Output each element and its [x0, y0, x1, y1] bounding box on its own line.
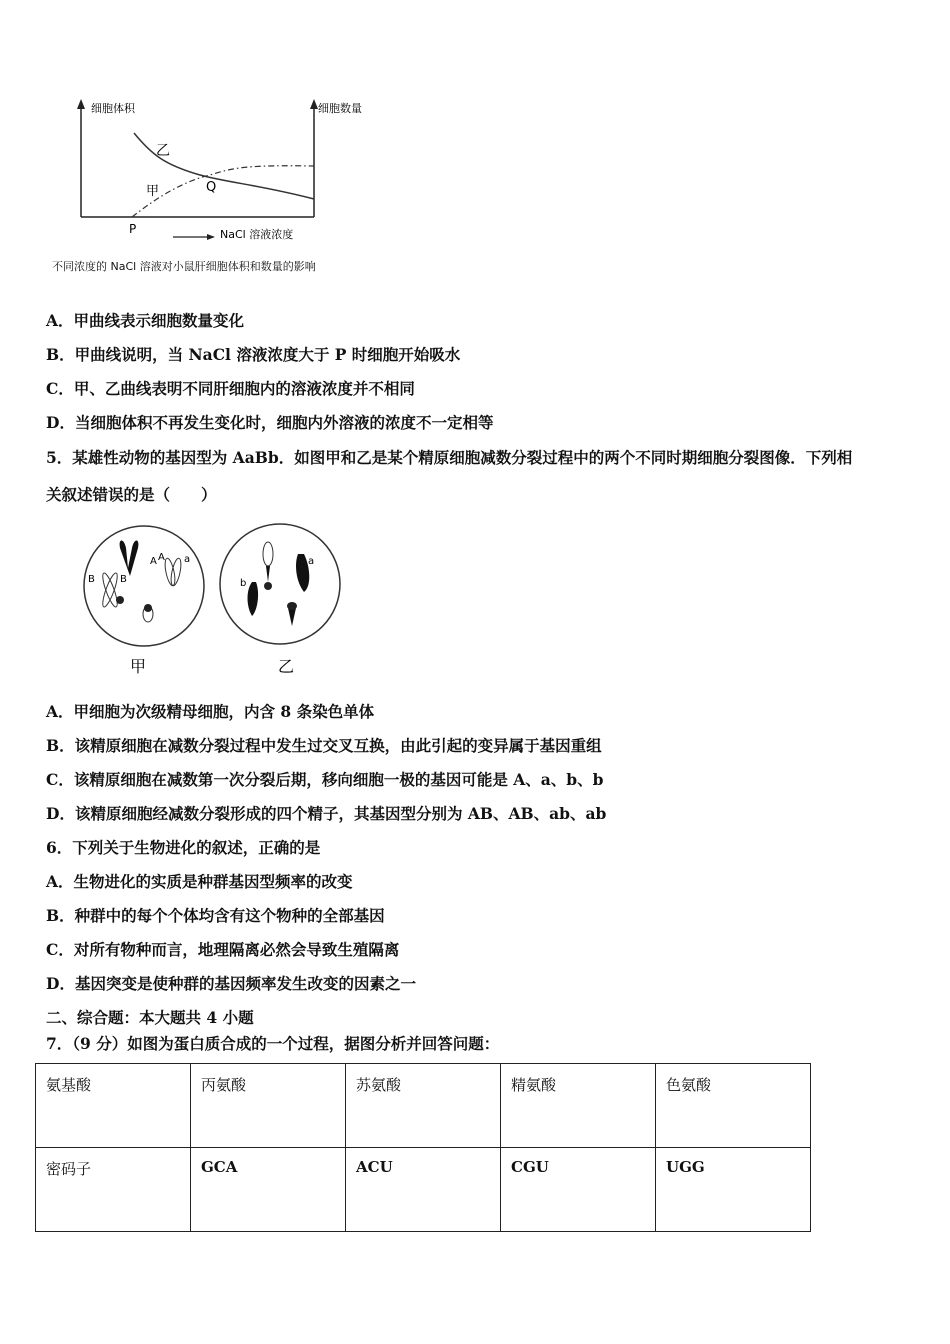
gene-label-jia-4: B [88, 574, 95, 585]
centromere-2 [144, 604, 152, 612]
x-label: NaCl 溶液浓度 [220, 228, 294, 241]
section2-title: 二、综合题：本大题共 4 小题 [46, 1008, 254, 1027]
x-direction-arrowhead [207, 234, 215, 240]
q6-option-d: D．基因突变是使种群的基因频率发生改变的因素之一 [46, 974, 416, 993]
figure1-caption: 不同浓度的 NaCl 溶液对小鼠肝细胞体积和数量的影响 [52, 260, 316, 273]
q5-option-d: D．该精原细胞经减数分裂形成的四个精子，其基因型分别为 AB、AB、ab、ab [46, 804, 607, 823]
chromosome-yi-1-tail [266, 566, 270, 582]
point-q-label: Q [206, 180, 217, 195]
table-cell: 精氨酸 [501, 1064, 656, 1148]
q5-stem-text: 5．某雄性动物的基因型为 AaBb．如图甲和乙是某个精原细胞减数分裂过程中的两个不同时期细胞分裂图像．下列相 [46, 448, 853, 467]
table-cell: 氨基酸 [36, 1064, 191, 1148]
q4-option-a: A．甲曲线表示细胞数量变化 [46, 311, 245, 330]
table-cell: 色氨酸 [656, 1064, 811, 1148]
table-cell: UGG [656, 1148, 811, 1232]
cell-jia-label: 甲 [130, 657, 147, 676]
q5-stem-line1 [46, 448, 852, 468]
q5-stem-line2: 关叙述错误的是（ ） [46, 485, 217, 504]
table-cell: 苏氨酸 [346, 1064, 501, 1148]
q5-option-c: C．该精原细胞在减数第一次分裂后期，移向细胞一极的基因可能是 A、a、b、b [46, 770, 604, 789]
table-cell: CGU [501, 1148, 656, 1232]
q6-option-a: A．生物进化的实质是种群基因型频率的改变 [46, 872, 353, 891]
q6-option-c: C．对所有物种而言，地理隔离必然会导致生殖隔离 [46, 940, 400, 959]
q7-stem: 7．（9 分）如图为蛋白质合成的一个过程，据图分析并回答问题： [46, 1034, 500, 1053]
q5-option-a: A．甲细胞为次级精母细胞，内含 8 条染色单体 [46, 702, 375, 721]
chromosome-black-1 [120, 541, 139, 577]
gene-label-yi-1: b [240, 578, 247, 589]
q6-stem: 6．下列关于生物进化的叙述，正确的是 [46, 838, 321, 857]
centromere-yi-4 [287, 602, 297, 610]
table-cell: 丙氨酸 [191, 1064, 346, 1148]
cell-yi-label: 乙 [278, 657, 295, 676]
nacl-graph [60, 95, 380, 255]
q6-option-b: B．种群中的每个个体均含有这个物种的全部基因 [46, 906, 385, 925]
chromosome-yi-4 [288, 608, 296, 626]
table-cell: ACU [346, 1148, 501, 1232]
y-right-arrow [310, 99, 318, 109]
q4-option-b: B．甲曲线说明，当 NaCl 溶液浓度大于 P 时细胞开始吸水 [46, 345, 461, 364]
centromere-yi-1 [264, 582, 272, 590]
y-left-arrow [77, 99, 85, 109]
gene-label-jia-3: a [184, 554, 191, 565]
curve-yi-label: 乙 [156, 143, 170, 159]
table-row-codon [36, 1148, 811, 1232]
gene-label-jia-1: A [150, 556, 157, 567]
chromosome-yi-2 [248, 582, 259, 616]
cell-jia [84, 526, 204, 646]
q4-option-d: D．当细胞体积不再发生变化时，细胞内外溶液的浓度不一定相等 [46, 413, 494, 432]
table-row-amino-acid [36, 1064, 811, 1148]
chromosome-yi-1 [263, 542, 273, 566]
centromere-1 [116, 596, 124, 604]
table-cell: GCA [191, 1148, 346, 1232]
point-p-label: P [129, 222, 137, 236]
gene-label-jia-5: B [120, 574, 127, 585]
codon-table [35, 1063, 811, 1232]
q4-option-c: C．甲、乙曲线表明不同肝细胞内的溶液浓度并不相同 [46, 379, 415, 398]
y-right-label: 细胞数量 [318, 102, 362, 115]
meiosis-figure [80, 520, 360, 680]
cell-yi [220, 524, 340, 644]
gene-label-yi-2: a [308, 556, 315, 567]
gene-label-jia-2: A [158, 552, 165, 563]
y-left-label: 细胞体积 [91, 102, 135, 115]
curve-jia [132, 166, 314, 217]
q5-option-b: B．该精原细胞在减数分裂过程中发生过交叉互换，由此引起的变异属于基因重组 [46, 736, 602, 755]
table-cell: 密码子 [36, 1148, 191, 1232]
curve-jia-label: 甲 [146, 184, 160, 199]
